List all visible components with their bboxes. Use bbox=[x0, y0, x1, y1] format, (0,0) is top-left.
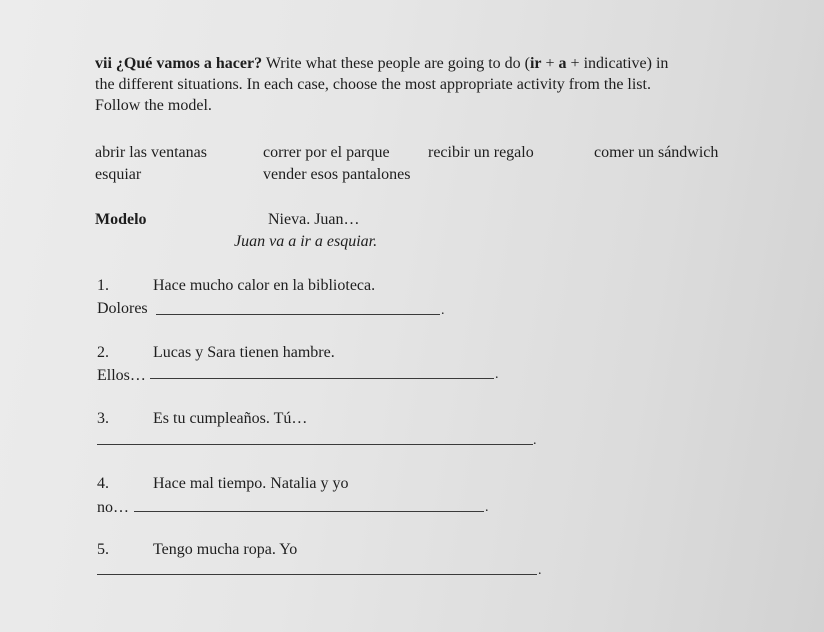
item-prompt: Lucas y Sara tienen hambre. bbox=[153, 344, 335, 361]
instructions-line-3: Follow the model. bbox=[95, 97, 212, 114]
item-subject: Ellos… bbox=[97, 367, 146, 384]
item-end-punctuation: . bbox=[495, 367, 499, 382]
item-prompt: Es tu cumpleaños. Tú… bbox=[153, 410, 308, 427]
answer-blank-4[interactable] bbox=[134, 511, 484, 512]
item-prompt: Tengo mucha ropa. Yo bbox=[153, 541, 298, 558]
answer-blank-2[interactable] bbox=[150, 378, 494, 379]
activity-item: vender esos pantalones bbox=[263, 166, 411, 183]
activity-item: correr por el parque bbox=[263, 144, 390, 161]
instructions-line-1 bbox=[95, 53, 668, 74]
model-answer: Juan va a ir a esquiar. bbox=[234, 233, 378, 250]
item-number: 4. bbox=[97, 475, 109, 492]
item-end-punctuation: . bbox=[538, 563, 542, 578]
item-number: 5. bbox=[97, 541, 109, 558]
activity-item: comer un sándwich bbox=[594, 144, 719, 161]
formula-a: a bbox=[558, 55, 567, 72]
item-number: 2. bbox=[97, 344, 109, 361]
item-number: 3. bbox=[97, 410, 109, 427]
item-subject: Dolores bbox=[97, 300, 148, 317]
activity-item: esquiar bbox=[95, 166, 142, 183]
answer-blank-3[interactable] bbox=[97, 444, 533, 445]
answer-blank-5[interactable] bbox=[97, 574, 537, 575]
item-prompt: Hace mucho calor en la biblioteca. bbox=[153, 277, 376, 294]
formula-ir: ir bbox=[529, 55, 542, 72]
item-end-punctuation: . bbox=[485, 500, 489, 515]
answer-blank-1[interactable] bbox=[156, 314, 440, 315]
exercise-number: vii bbox=[95, 55, 112, 72]
item-end-punctuation: . bbox=[533, 433, 537, 448]
activity-item: abrir las ventanas bbox=[95, 144, 207, 161]
model-prompt: Nieva. Juan… bbox=[268, 211, 360, 228]
formula-plus: + bbox=[541, 55, 559, 72]
item-number: 1. bbox=[97, 277, 109, 294]
item-subject: no… bbox=[97, 499, 129, 516]
formula-rest: + indicative) in bbox=[566, 55, 669, 72]
instructions-line-2: the different situations. In each case, choose the most appropriate activity from the list. bbox=[95, 76, 651, 93]
model-label: Modelo bbox=[95, 211, 147, 228]
activity-item: recibir un regalo bbox=[428, 144, 534, 161]
item-end-punctuation: . bbox=[441, 303, 445, 318]
exercise-title: ¿Qué vamos a hacer? bbox=[115, 55, 263, 72]
instructions-text: Write what these people are going to do ( bbox=[265, 55, 530, 72]
item-prompt: Hace mal tiempo. Natalia y yo bbox=[153, 475, 349, 492]
